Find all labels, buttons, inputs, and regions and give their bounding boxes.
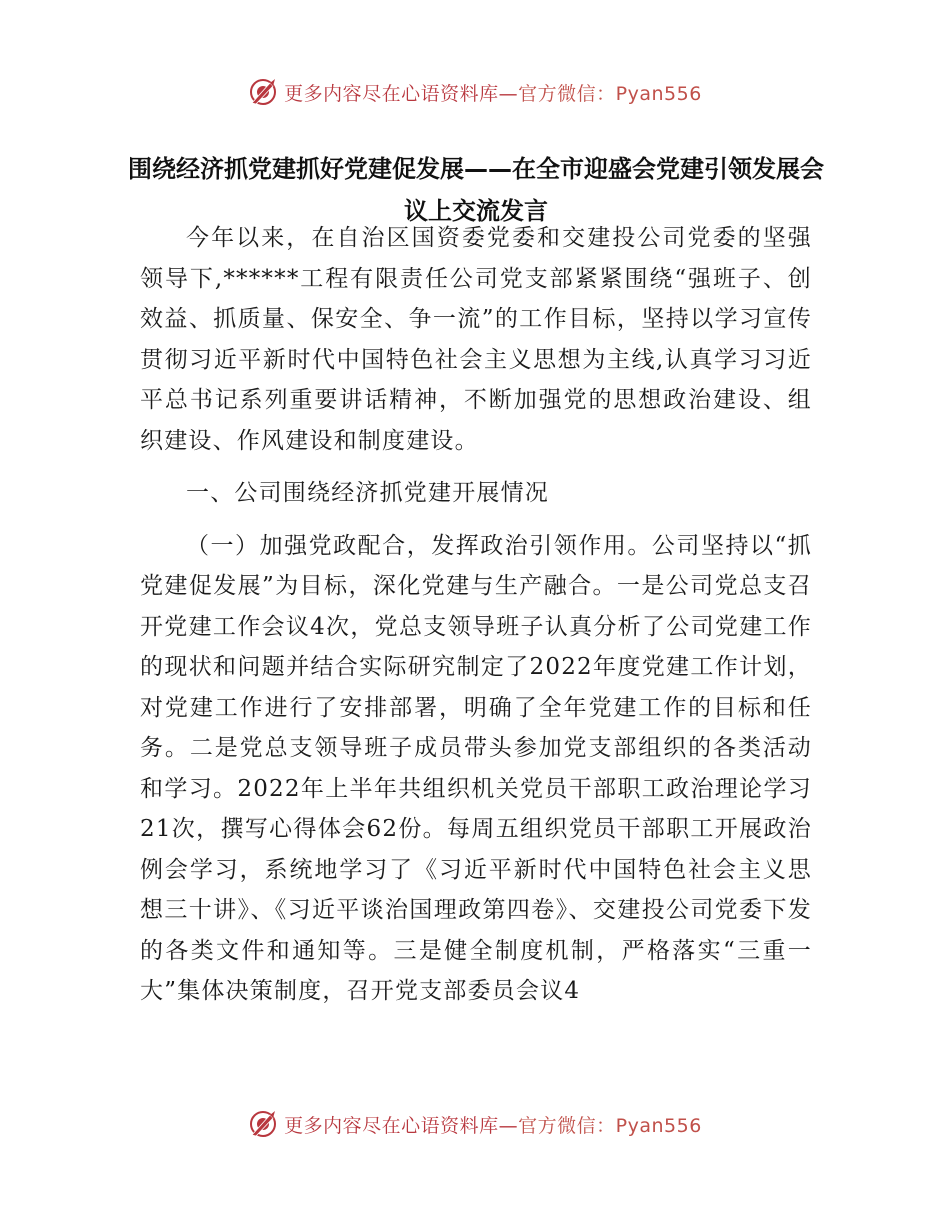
footer-banner-wechat: 官方微信：Pyan556 (518, 1114, 702, 1137)
paragraph-intro: 今年以来，在自治区国资委党委和交建投公司党委的坚强领导下,******工程有限责任公司党支部紧紧围绕“强班子、创效益、抓质量、保安全、争一流”的工作目标，坚持以学习宣传贯彻习近平新时代中国特色社会主义思想为主线,认真学习习近平总书记系列重要讲话精神，不断加强党的思想政治建设、组织建设、作风建设和制度建设。 (140, 225, 812, 454)
footer-banner-dash: — (498, 1114, 519, 1137)
header-banner-text (284, 79, 702, 106)
document-title: 围绕经济抓党建抓好党建促发展——在全市迎盛会党建引领发展会议上交流发言 (128, 155, 824, 225)
quill-logo-icon (248, 77, 278, 107)
footer-banner-main: 更多内容尽在心语资料库 (284, 1114, 499, 1137)
document-body (140, 218, 812, 1012)
header-banner-main: 更多内容尽在心语资料库 (284, 82, 499, 105)
quill-logo-icon (248, 1109, 278, 1139)
header-banner-wechat: 官方微信：Pyan556 (518, 82, 702, 105)
paragraph-section-1-1: （一）加强党政配合，发挥政治引领作用。公司坚持以“抓党建促发展”为目标，深化党建与生产融合。一是公司党总支召开党建工作会议4次，党总支领导班子认真分析了公司党建工作的现状和问题并结合实际研究制定了2022年度党建工作计划，对党建工作进行了安排部署，明确了全年党建工作的目标和任务。二是党总支领导班子成员带头参加党支部组织的各类活动和学习。2022年上半年共组织机关党员干部职工政治理论学习21次，撰写心得体会62份。每周五组织党员干部职工开展政治例会学习，系统地学习了《习近平新时代中国特色社会主义思想三十讲》、《习近平谈治国理政第四卷》、交建投公司党委下发的各类文件和通知等。三是健全制度机制，严格落实“三重一大”集体决策制度，召开党支部委员会议4 (140, 532, 812, 1004)
section-heading-1: 一、公司围绕经济抓党建开展情况 (186, 480, 549, 506)
header-banner (0, 72, 950, 112)
footer-banner-text (284, 1111, 702, 1138)
header-banner-dash: — (498, 82, 519, 105)
footer-banner (0, 1104, 950, 1144)
